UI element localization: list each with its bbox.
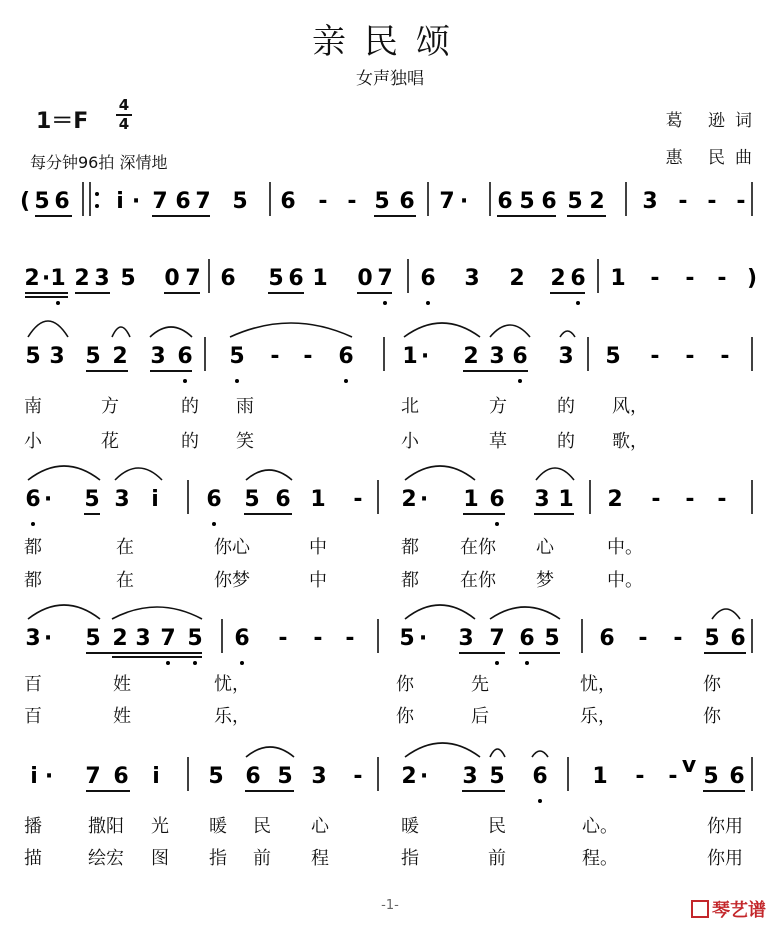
song-subtitle: 女声独唱 <box>356 69 424 89</box>
repeat-dot <box>95 192 99 196</box>
lyric-syllable: 你 <box>703 706 721 727</box>
lyric-syllable: 都 <box>401 537 419 558</box>
slur <box>246 747 294 757</box>
octave-dot-below <box>426 301 430 305</box>
jianpu-note: 7 <box>160 626 176 651</box>
jianpu-note: 3 <box>489 344 505 369</box>
jianpu-note: · <box>418 626 428 651</box>
jianpu-note: 2 <box>112 626 128 651</box>
jianpu-note: - <box>668 764 678 789</box>
lyric-syllable: 在你 <box>460 537 496 558</box>
lyric-syllable: 忧， <box>214 674 250 695</box>
jianpu-note: - <box>678 189 688 214</box>
octave-dot-below <box>344 379 348 383</box>
jianpu-note: 5 <box>187 626 203 651</box>
page-number: -1- <box>381 898 399 913</box>
jianpu-note: · <box>44 764 54 789</box>
lyric-syllable: 中 <box>309 570 327 591</box>
repeat-dot <box>95 204 99 208</box>
jianpu-note: 6 <box>497 189 513 214</box>
lyric-syllable: 前 <box>488 848 506 869</box>
jianpu-note: · <box>43 626 53 651</box>
jianpu-note: 6 <box>570 266 586 291</box>
jianpu-note: 3 <box>49 344 65 369</box>
jianpu-note: 5 <box>120 266 136 291</box>
lyric-line <box>24 570 643 591</box>
jianpu-note: 3 <box>114 487 130 512</box>
lyric-syllable: 小 <box>24 431 42 452</box>
jianpu-note: 3 <box>642 189 658 214</box>
system-5 <box>25 605 752 665</box>
jianpu-note: 3 <box>458 626 474 651</box>
lyric-syllable: 民 <box>488 816 506 837</box>
jianpu-note: i <box>151 487 159 512</box>
lyric-syllable: 风， <box>612 396 648 417</box>
slur <box>230 323 352 337</box>
lyric-syllable: 你用 <box>707 816 743 837</box>
jianpu-note: 5 <box>232 189 248 214</box>
jianpu-note: 6 <box>519 626 535 651</box>
lyricist-credit: 葛 逊词 <box>665 111 762 131</box>
system-1 <box>20 182 752 216</box>
jianpu-note: 0 <box>164 266 180 291</box>
jianpu-note: 3 <box>558 344 574 369</box>
jianpu-note: 5 <box>34 189 50 214</box>
slur <box>712 609 740 619</box>
jianpu-note: 5 <box>85 344 101 369</box>
lyric-line <box>24 848 743 869</box>
jianpu-note: · <box>459 189 469 214</box>
jianpu-note: - <box>736 189 746 214</box>
jianpu-note: 2 <box>24 266 40 291</box>
slur <box>404 323 480 337</box>
lyric-syllable: 播 <box>24 816 42 837</box>
jianpu-note: ) <box>746 266 758 291</box>
jianpu-note: 6 <box>275 487 291 512</box>
jianpu-note: 6 <box>599 626 615 651</box>
jianpu-note: 7 <box>185 266 201 291</box>
lyric-syllable: 指 <box>401 848 419 869</box>
lyric-syllable: 都 <box>24 570 42 591</box>
system-2 <box>24 259 757 305</box>
jianpu-note: 2 <box>74 266 90 291</box>
tempo-marking: 每分钟96拍 深情地 <box>30 153 168 172</box>
jianpu-note: i <box>152 764 160 789</box>
lyric-line <box>24 674 722 695</box>
slur <box>115 468 162 480</box>
lyric-syllable: 北 <box>401 396 419 417</box>
jianpu-note: 3 <box>534 487 550 512</box>
jianpu-note: 6 <box>541 189 557 214</box>
jianpu-note: 6 <box>220 266 236 291</box>
jianpu-note: - <box>303 344 313 369</box>
lyric-syllable: 你 <box>396 706 414 727</box>
lyric-syllable: 暖 <box>401 816 419 837</box>
jianpu-note: 2 <box>401 487 417 512</box>
lyric-line <box>24 537 643 558</box>
octave-dot-below <box>212 522 216 526</box>
lyric-line <box>24 431 648 452</box>
jianpu-note: 7 <box>489 626 505 651</box>
jianpu-note: 3 <box>311 764 327 789</box>
jianpu-note: 5 <box>704 626 720 651</box>
jianpu-note: ( <box>19 189 31 214</box>
jianpu-note: 5 <box>84 487 100 512</box>
jianpu-note: 6 <box>338 344 354 369</box>
lyric-syllable: 的 <box>181 396 199 417</box>
jianpu-note: 6 <box>25 487 41 512</box>
jianpu-note: 1 <box>610 266 626 291</box>
slur <box>28 466 100 480</box>
lyric-syllable: 的 <box>181 431 199 452</box>
jianpu-note: 5 <box>229 344 245 369</box>
jianpu-note: 7 <box>377 266 393 291</box>
jianpu-note: 6 <box>54 189 70 214</box>
lyric-syllable: 方 <box>101 396 119 417</box>
slur <box>490 325 530 337</box>
jianpu-note: 3 <box>25 626 41 651</box>
jianpu-note: - <box>313 626 323 651</box>
lyric-syllable: 暖 <box>209 816 227 837</box>
jianpu-note: 5 <box>85 626 101 651</box>
jianpu-note: - <box>717 487 727 512</box>
jianpu-note: 1 <box>592 764 608 789</box>
octave-dot-below <box>183 379 187 383</box>
jianpu-note: 6 <box>245 764 261 789</box>
jianpu-note: i <box>116 189 124 214</box>
meter-bottom: 4 <box>118 115 130 133</box>
lyric-syllable: 中。 <box>607 570 643 591</box>
system-4 <box>25 466 752 526</box>
jianpu-note: 6 <box>399 189 415 214</box>
lyric-syllable: 小 <box>401 431 419 452</box>
lyric-syllable: 笑 <box>236 431 254 452</box>
lyric-syllable: 的 <box>557 431 575 452</box>
jianpu-note: 5 <box>399 626 415 651</box>
jianpu-note: 2 <box>550 266 566 291</box>
slur <box>112 607 202 619</box>
jianpu-note: 5 <box>25 344 41 369</box>
jianpu-note: 6 <box>206 487 222 512</box>
lyric-line <box>24 395 648 417</box>
slur <box>405 743 480 757</box>
lyric-syllable: 草 <box>489 431 507 452</box>
jianpu-note: - <box>635 764 645 789</box>
lyric-syllable: 雨 <box>236 396 254 417</box>
jianpu-note: i <box>30 764 38 789</box>
jianpu-note: - <box>318 189 328 214</box>
jianpu-note: · <box>419 487 429 512</box>
octave-dot-below <box>31 522 35 526</box>
logo-icon <box>691 900 709 918</box>
jianpu-note: 2 <box>112 344 128 369</box>
lyric-syllable: 忧， <box>580 674 616 695</box>
lyric-syllable: 程 <box>311 848 329 869</box>
jianpu-note: 5 <box>519 189 535 214</box>
jianpu-note: · <box>131 189 141 214</box>
lyric-syllable: 民 <box>253 816 271 837</box>
lyric-syllable: 程。 <box>582 848 618 869</box>
jianpu-note: 5 <box>605 344 621 369</box>
lyric-syllable: 都 <box>401 570 419 591</box>
jianpu-note: - <box>270 344 280 369</box>
jianpu-note: 5 <box>208 764 224 789</box>
jianpu-note: - <box>353 487 363 512</box>
jianpu-note: 2 <box>589 189 605 214</box>
lyric-syllable: 描 <box>24 848 42 869</box>
jianpu-note: 5 <box>374 189 390 214</box>
lyric-syllable: 指 <box>209 848 227 869</box>
jianpu-note: 2 <box>401 764 417 789</box>
system-6 <box>30 743 752 803</box>
lyric-syllable: 花 <box>101 431 119 452</box>
jianpu-note: 6 <box>489 487 505 512</box>
jianpu-note: 7 <box>85 764 101 789</box>
jianpu-note: · <box>43 487 53 512</box>
lyric-syllable: 你 <box>703 674 721 695</box>
jianpu-note: 6 <box>280 189 296 214</box>
lyric-syllable: 在 <box>116 570 134 591</box>
lyric-syllable: 梦 <box>536 570 554 591</box>
jianpu-note: - <box>650 344 660 369</box>
octave-dot-below <box>495 661 499 665</box>
lyric-syllable: 你用 <box>707 848 743 869</box>
lyric-syllable: 绘宏 <box>88 848 124 869</box>
jianpu-note: 5 <box>567 189 583 214</box>
lyric-syllable: 乐， <box>580 706 616 727</box>
jianpu-note: - <box>685 344 695 369</box>
jianpu-note: - <box>638 626 648 651</box>
jianpu-note: 3 <box>135 626 151 651</box>
octave-dot-below <box>166 661 170 665</box>
jianpu-note: 6 <box>177 344 193 369</box>
jianpu-note: - <box>685 266 695 291</box>
composer-credit: 惠 民曲 <box>665 148 762 168</box>
lyric-syllable: 乐， <box>214 706 250 727</box>
octave-dot-below <box>576 301 580 305</box>
jianpu-note: - <box>720 344 730 369</box>
lyric-syllable: 后 <box>471 706 489 727</box>
lyric-syllable: 心 <box>311 816 329 837</box>
slur <box>405 605 475 619</box>
lyric-syllable: 你梦 <box>214 570 250 591</box>
jianpu-note: - <box>651 487 661 512</box>
octave-dot-below <box>495 522 499 526</box>
jianpu-note: 1 <box>50 266 66 291</box>
jianpu-note: - <box>673 626 683 651</box>
jianpu-note: 2 <box>509 266 525 291</box>
slur <box>28 605 100 619</box>
jianpu-note: 1 <box>558 487 574 512</box>
lyric-syllable: 在你 <box>460 570 496 591</box>
lyric-syllable: 姓 <box>113 674 131 695</box>
jianpu-note: 7 <box>152 189 168 214</box>
jianpu-note: 1 <box>463 487 479 512</box>
slur <box>405 466 475 480</box>
jianpu-note: 6 <box>175 189 191 214</box>
slur <box>536 468 574 480</box>
jianpu-note: 5 <box>277 764 293 789</box>
jianpu-note: 3 <box>94 266 110 291</box>
song-title: 亲民颂 <box>312 22 468 62</box>
jianpu-note: · <box>420 344 430 369</box>
lyric-line <box>24 706 722 727</box>
site-logo <box>691 896 766 922</box>
jianpu-note: - <box>707 189 717 214</box>
jianpu-note: 7 <box>439 189 455 214</box>
jianpu-note: · <box>419 764 429 789</box>
key-signature: 1＝F <box>36 109 89 134</box>
slur <box>532 751 548 757</box>
octave-dot-below <box>538 799 542 803</box>
jianpu-note: 3 <box>462 764 478 789</box>
lyric-syllable: 心 <box>536 537 554 558</box>
jianpu-note: · <box>41 266 51 291</box>
lyric-syllable: 光 <box>151 816 169 837</box>
lyric-syllable: 的 <box>557 396 575 417</box>
slur <box>112 327 130 337</box>
lyric-syllable: 歌， <box>612 431 648 452</box>
lyric-line <box>24 816 743 837</box>
jianpu-note: 6 <box>512 344 528 369</box>
jianpu-note: 6 <box>420 266 436 291</box>
slur <box>28 321 68 337</box>
lyric-syllable: 南 <box>24 396 42 417</box>
jianpu-note: 3 <box>464 266 480 291</box>
lyric-syllable: 都 <box>24 537 42 558</box>
jianpu-note: 1 <box>402 344 418 369</box>
jianpu-note: 6 <box>234 626 250 651</box>
slur <box>490 749 505 757</box>
lyric-syllable: 心。 <box>582 816 618 837</box>
octave-dot-below <box>193 661 197 665</box>
jianpu-note: 5 <box>244 487 260 512</box>
jianpu-note: - <box>345 626 355 651</box>
system-3 <box>25 321 752 383</box>
lyric-syllable: 百 <box>24 674 42 695</box>
jianpu-note: 6 <box>729 764 745 789</box>
jianpu-note: 2 <box>463 344 479 369</box>
lyric-syllable: 先 <box>471 674 489 695</box>
meter-top: 4 <box>116 97 132 116</box>
jianpu-note: - <box>717 266 727 291</box>
jianpu-note: 6 <box>532 764 548 789</box>
slur <box>150 327 192 337</box>
lyric-syllable: 你 <box>396 674 414 695</box>
jianpu-note: 5 <box>489 764 505 789</box>
jianpu-note: 6 <box>113 764 129 789</box>
jianpu-note: 5 <box>544 626 560 651</box>
octave-dot-below <box>235 379 239 383</box>
slur <box>490 607 560 619</box>
jianpu-note: 6 <box>288 266 304 291</box>
jianpu-note: - <box>278 626 288 651</box>
lyric-syllable: 图 <box>151 848 169 869</box>
jianpu-note: 1 <box>310 487 326 512</box>
lyric-syllable: 中。 <box>607 537 643 558</box>
jianpu-note: - <box>685 487 695 512</box>
octave-dot-below <box>518 379 522 383</box>
lyric-syllable: 姓 <box>113 706 131 727</box>
jianpu-note: 7 <box>195 189 211 214</box>
jianpu-note: - <box>650 266 660 291</box>
octave-dot-below <box>383 301 387 305</box>
lyric-syllable: 你心 <box>214 537 250 558</box>
slur <box>560 331 575 337</box>
score-lyrics <box>24 395 746 869</box>
lyric-syllable: 方 <box>489 396 507 417</box>
jianpu-note: 5 <box>703 764 719 789</box>
octave-dot-below <box>240 661 244 665</box>
lyric-syllable: 在 <box>116 537 134 558</box>
jianpu-note: 3 <box>150 344 166 369</box>
lyric-syllable: 撒阳 <box>88 816 124 837</box>
jianpu-note: 6 <box>730 626 746 651</box>
breath-mark: v <box>681 753 697 778</box>
jianpu-note: - <box>353 764 363 789</box>
octave-dot-below <box>56 301 60 305</box>
slur <box>246 470 292 480</box>
lyric-syllable: 百 <box>24 706 42 727</box>
jianpu-note: 5 <box>268 266 284 291</box>
jianpu-note: - <box>347 189 357 214</box>
jianpu-note: 1 <box>312 266 328 291</box>
lyric-syllable: 前 <box>253 848 271 869</box>
jianpu-note: 0 <box>357 266 373 291</box>
jianpu-note: 2 <box>607 487 623 512</box>
lyric-syllable: 中 <box>309 537 327 558</box>
octave-dot-below <box>525 661 529 665</box>
logo-text: 琴艺谱 <box>712 900 766 921</box>
